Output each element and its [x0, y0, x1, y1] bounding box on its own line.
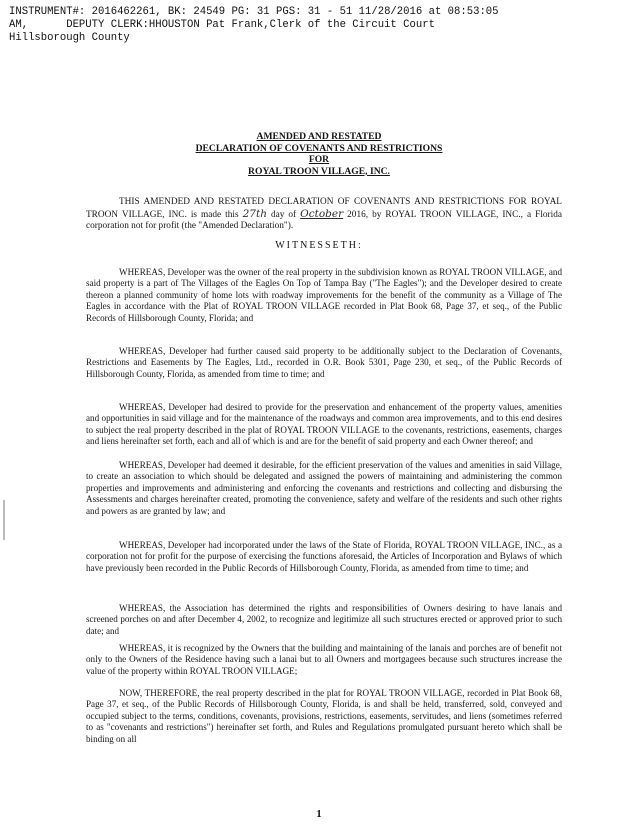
paragraph-whereas-6: WHEREAS, the Association has determined the rights and responsibilities of Owners desiring to have lanais and screened porches on and after December 4, 2002, to recognize and legitimize all such structures erected or approved prior to such date; and [86, 603, 562, 636]
title-line-2: DECLARATION OF COVENANTS AND RESTRICTIONS [195, 142, 443, 154]
title-line-1: AMENDED AND RESTATED [256, 131, 382, 142]
paragraph-whereas-7: WHEREAS, it is recognized by the Owners that the building and maintaining of the lanais and porches are of benefit not only to the Owners of the Residence having such a lanai but to all Owners and mortgagees because such structures increase the value of the property within ROYAL TROON VILLAGE; [86, 643, 562, 676]
page-number: 1 [316, 808, 322, 820]
document-title [0, 131, 638, 177]
intro-text-3: 2016, by ROYAL TROON VILLAGE, INC., a Florida corporation not for profit (the "Amended Declaration"). [86, 209, 562, 232]
intro-paragraph [86, 197, 562, 233]
stamp-line-2: AM, DEPUTY CLERK:HHOUSTON Pat Frank,Clerk of the Circuit Court [9, 19, 435, 31]
paragraph-whereas-4: WHEREAS, Developer had deemed it desirable, for the efficient preservation of the values and amenities in said Village, to create an association to which should be delegated and assigned the powers of maintaining and administering the common properties and improvements and administering and enforcing the covenants and restrictions and collecting and disbursing the Assessments and charges hereinafter created, promoting the convenience, safety and welfare of the residents and such other rights and powers as are granted by law; and [86, 460, 562, 516]
paragraph-whereas-3: WHEREAS, Developer had desired to provide for the preservation and enhancement of the property values, amenities and opportunities in said village and for the maintenance of the roadways and common area improvements, and to this end desires to subject the real property described in the plat of ROYAL TROON VILLAGE to the covenants, restrictions, easements, charges and liens hereinafter set forth, each and all of which is and are for the benefit of said property and each Owner thereof; and [86, 402, 562, 447]
paragraph-whereas-2: WHEREAS, Developer had further caused said property to be additionally subject to the Declaration of Covenants, Restrictions and Easements by The Eagles, Ltd., recorded in O.R. Book 5301, Page 230, et seq., of the Public Records of Hillsborough County, Florida, as amended from time to time; and [86, 346, 562, 379]
paragraph-whereas-5: WHEREAS, Developer had incorporated under the laws of the State of Florida, ROYAL TROON VILLAGE, INC., as a corporation not for profit for the purpose of exercising the functions aforesaid, the Articles of Incorporation and Bylaws of which have previously been recorded in the Public Records of Hillsborough County, Florida, as amended from time to time; and [86, 540, 562, 573]
stamp-line-1: INSTRUMENT#: 2016462261, BK: 24549 PG: 31 PGS: 31 - 51 11/28/2016 at 08:53:05 [9, 6, 499, 18]
witnesseth-heading: WITNESSETH: [275, 240, 363, 251]
stamp-line-3: Hillsborough County [9, 32, 130, 44]
scan-margin-mark [3, 500, 5, 540]
intro-text-2: day of [266, 209, 301, 220]
recording-stamp [9, 6, 633, 45]
paragraph-whereas-1: WHEREAS, Developer was the owner of the real property in the subdivision known as ROYAL TROON VILLAGE, and said property is a part of The Villages of the Eagles On Top of Tampa Bay ("The Eagles"); and the Developer desired to create thereon a planned community of home lots with roadway improvements for the benefit of the community as a Village of The Eagles in accordance with the Plat of ROYAL TROON VILLAGE recorded in Plat Book 68, Page 37, et seq., of the Public Records of Hillsborough County, Florida; and [86, 267, 562, 323]
handwritten-month: October [300, 207, 344, 220]
handwritten-day: 27th [242, 207, 267, 220]
title-line-4: ROYAL TROON VILLAGE, INC. [248, 165, 390, 177]
intro-text-1: THIS AMENDED AND RESTATED DECLARATION OF COVENANTS AND RESTRICTIONS FOR ROYAL TROON VILLAGE, INC. is made this [86, 197, 562, 220]
title-line-3: FOR [308, 154, 330, 166]
paragraph-now-therefore: NOW, THEREFORE, the real property described in the plat for ROYAL TROON VILLAGE, recorded in Plat Book 68, Page 37, et seq., of the Public Records of Hillsborough County, Florida, is and shall be held, transferred, sold, conveyed and occupied subject to the terms, conditions, covenants, provisions, restrictions, easements, servitudes, and liens (sometimes referred to as "covenants and restrictions") hereinafter set forth, and Rules and Regulations promulgated pursuant hereto which shall be binding on all [86, 688, 562, 744]
